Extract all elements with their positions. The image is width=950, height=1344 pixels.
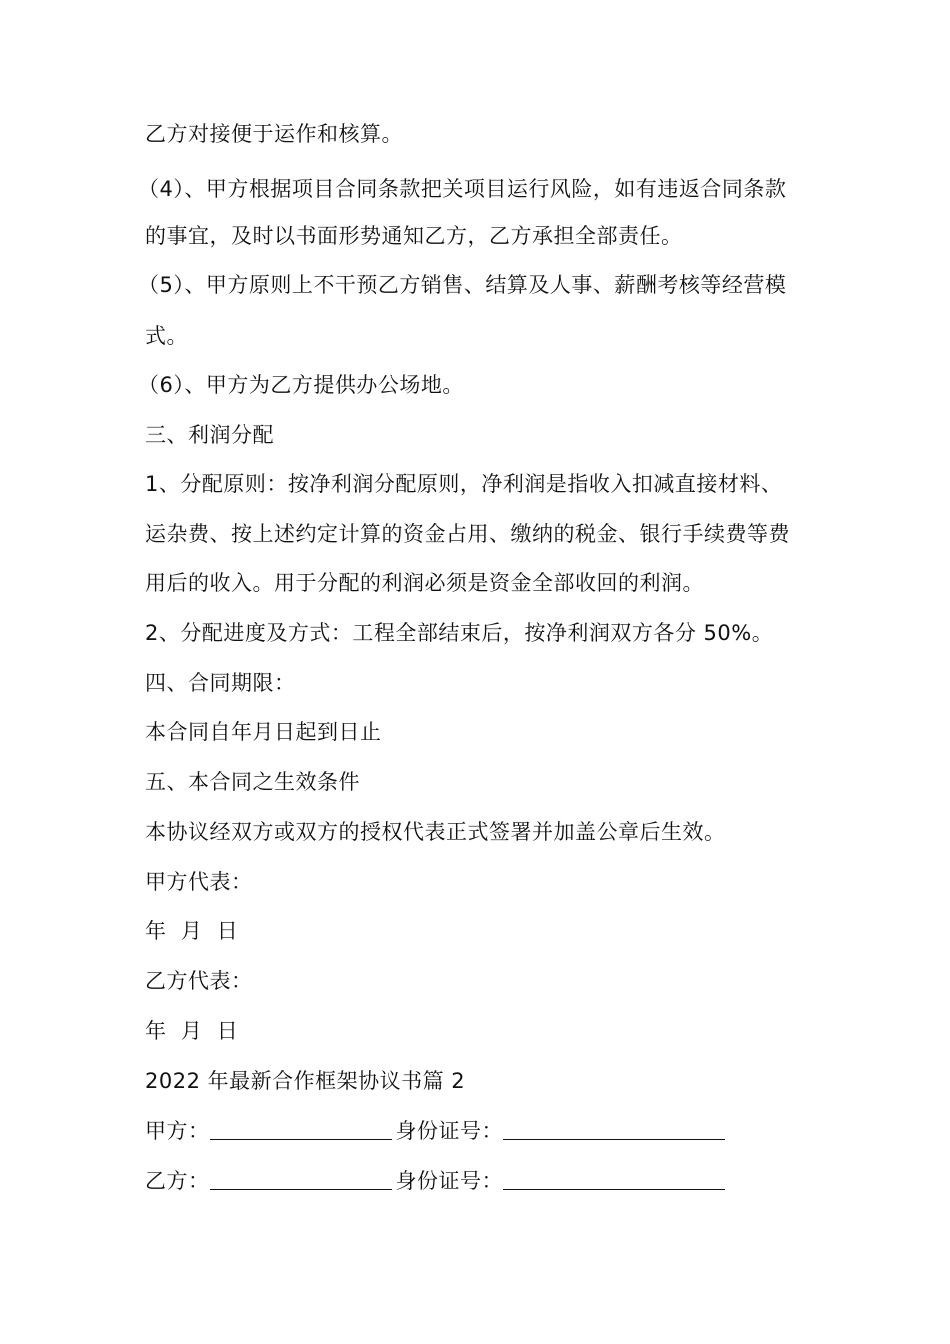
party-a-id-blank[interactable] — [503, 1117, 725, 1140]
clause-5-line-1: （5）、甲方原则上不干预乙方销售、结算及人事、薪酬考核等经营模 — [138, 273, 787, 297]
party-a-date: 年 月 日 — [145, 919, 239, 943]
profit-schedule-line: 2、分配进度及方式：工程全部结束后，按净利润双方各分 50%。 — [145, 621, 774, 645]
clause-4-line-2: 的事宜，及时以书面形势通知乙方，乙方承担全部责任。 — [145, 224, 683, 248]
clause-5-line-2: 式。 — [145, 324, 188, 348]
party-a-fill-row — [145, 1117, 725, 1145]
party-b-representative: 乙方代表： — [145, 969, 253, 993]
clause-4-line-1: （4）、甲方根据项目合同条款把关项目运行风险，如有违返合同条款 — [138, 177, 787, 201]
section-4-heading: 四、合同期限： — [145, 671, 296, 695]
profit-principle-line-2: 运杂费、按上述约定计算的资金占用、缴纳的税金、银行手续费等费 — [145, 522, 790, 546]
party-b-id-label: 身份证号： — [395, 1169, 503, 1193]
contract-term-line: 本合同自年月日起到日止 — [145, 720, 382, 744]
party-a-name-blank[interactable] — [210, 1117, 392, 1140]
effective-condition-line: 本协议经双方或双方的授权代表正式签署并加盖公章后生效。 — [145, 820, 726, 844]
party-a-id-label: 身份证号： — [395, 1119, 503, 1143]
profit-principle-line-1: 1、分配原则：按净利润分配原则，净利润是指收入扣减直接材料、 — [145, 472, 783, 496]
paragraph-line: 乙方对接便于运作和核算。 — [145, 122, 403, 146]
clause-6-line: （6）、甲方为乙方提供办公场地。 — [138, 373, 464, 397]
party-b-fill-row — [145, 1167, 725, 1195]
party-b-label: 乙方： — [145, 1169, 210, 1193]
section-title: 2022 年最新合作框架协议书篇 2 — [145, 1069, 466, 1093]
party-b-date: 年 月 日 — [145, 1019, 239, 1043]
party-a-representative: 甲方代表： — [145, 870, 253, 894]
profit-principle-line-3: 用后的收入。用于分配的利润必须是资金全部收回的利润。 — [145, 571, 704, 595]
party-b-id-blank[interactable] — [503, 1167, 725, 1190]
party-b-name-blank[interactable] — [210, 1167, 392, 1190]
party-a-label: 甲方： — [145, 1119, 210, 1143]
section-5-heading: 五、本合同之生效条件 — [145, 770, 360, 794]
section-3-heading: 三、利润分配 — [145, 423, 274, 447]
